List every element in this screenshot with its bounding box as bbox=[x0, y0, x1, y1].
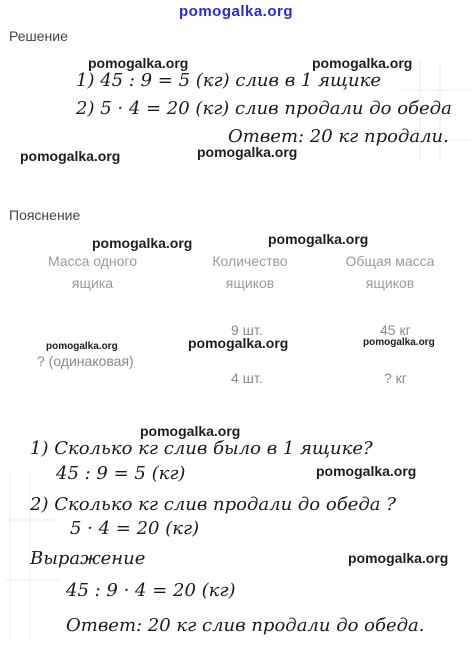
watermark: pomogalka.org bbox=[20, 148, 121, 164]
step-expression-label: Выражение bbox=[30, 548, 146, 569]
watermark: pomogalka.org bbox=[363, 337, 435, 348]
table-cell-total-2: ? кг bbox=[384, 370, 407, 386]
watermark: pomogalka.org bbox=[46, 341, 118, 352]
watermark: pomogalka.org bbox=[316, 463, 417, 479]
watermark: pomogalka.org bbox=[268, 231, 369, 247]
watermark: pomogalka.org bbox=[140, 423, 241, 439]
step-calc-1: 45 : 9 = 5 (кг) bbox=[56, 463, 186, 484]
solution-answer: Ответ: 20 кг продали. bbox=[228, 126, 449, 147]
step-question-1: 1) Сколько кг слив было в 1 ящике? bbox=[30, 438, 373, 459]
table-header-count: Количество ящиков bbox=[212, 253, 288, 291]
step-expression: 45 : 9 · 4 = 20 (кг) bbox=[66, 580, 236, 601]
table-cell-mass-one-2: ? (одинаковая) bbox=[37, 353, 134, 369]
watermark: pomogalka.org bbox=[188, 335, 289, 351]
watermark: pomogalka.org bbox=[312, 55, 413, 71]
watermark: pomogalka.org bbox=[197, 144, 298, 160]
solution-line-2: 2) 5 · 4 = 20 (кг) слив продали до обеда bbox=[76, 98, 452, 119]
explanation-heading: Пояснение bbox=[9, 207, 81, 223]
watermark: pomogalka.org bbox=[92, 235, 193, 251]
watermark: pomogalka.org bbox=[348, 550, 449, 566]
table-cell-count-1: 9 шт. bbox=[231, 322, 263, 338]
solution-line-1: 1) 45 : 9 = 5 (кг) слив в 1 ящике bbox=[76, 70, 382, 91]
step-question-2: 2) Сколько кг слив продали до обеда ? bbox=[30, 494, 396, 515]
table-cell-total-1: 45 кг bbox=[380, 322, 411, 338]
site-link[interactable]: pomogalka.org bbox=[179, 3, 294, 20]
table-header-mass-one: Масса одного ящика bbox=[47, 253, 138, 291]
table-header-total-mass: Общая масса ящиков bbox=[345, 253, 435, 291]
watermark: pomogalka.org bbox=[88, 55, 189, 71]
table-cell-count-2: 4 шт. bbox=[231, 370, 263, 386]
final-answer: Ответ: 20 кг слив продали до обеда. bbox=[66, 615, 425, 636]
solution-heading: Решение bbox=[9, 28, 68, 44]
step-calc-2: 5 · 4 = 20 (кг) bbox=[70, 518, 200, 539]
